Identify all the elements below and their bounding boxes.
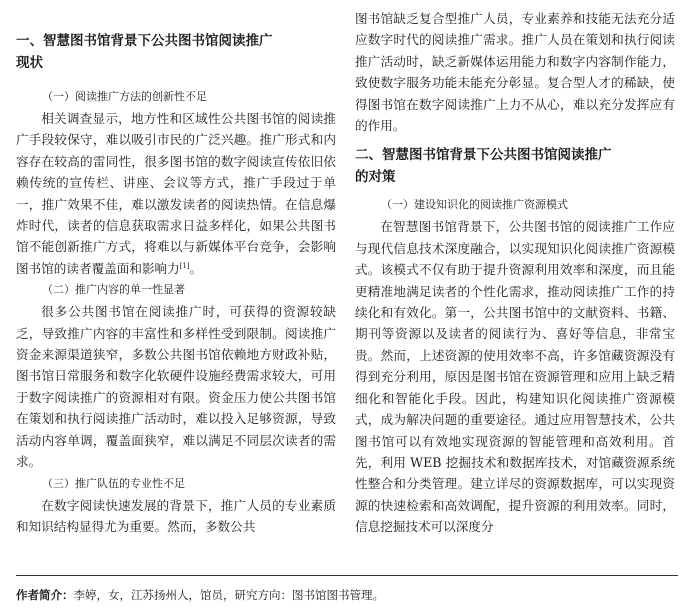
subsection1-title: （一）阅读推广方法的创新性不足 <box>42 90 207 103</box>
subsection-r1-paragraph: 在智慧图书馆背景下，公共图书馆的阅读推广工作应与现代信息技术深度融合，以实现知识化阅读推广资源模式。该模式不仅有助于提升资源利用效率和深度，而且能更精准地满足读者的个性化需求，推动阅读推广工作的持续化和有效化。第一，公共图书馆中的文献资料、书籍、期刊等资源以及读者的阅读行为、喜好等信息，非常宝贵。然而，上述资源的使用效率不高，许多馆藏资源没有得到充分利用，原因是图书馆在资源管理和应用上缺乏精细化和智能化手段。因此，构建知识化阅读推广资源模式，成为解决问题的重要途径。通过应用智慧技术，公共图书馆可以有效地实现资源的智能管理和高效利用。首先，利用 WEB 挖掘技术和数据库技术，对馆藏资源系统性整合和分类管理。建立详尽的资源数据库，可以实现资源的快速检索和高效调配，提升资源的利用效率。同时，信息挖掘技术可以深度分 <box>355 219 675 535</box>
author-info: 李婷，女，江苏扬州人，馆员，研究方向：图书馆图书管理。 <box>73 588 384 602</box>
left-column <box>16 0 336 537</box>
section2-title-line2: 的对策 <box>355 169 396 186</box>
subsection3-title: （三）推广队伍的专业性不足 <box>42 476 185 490</box>
section2-title <box>355 144 675 188</box>
subsection1-paragraph <box>16 108 336 279</box>
subsection1-text: 相关调查显示，地方性和区域性公共图书馆的阅读推广手段较保守，难以吸引市民的广泛兴趣。推广形式和内容存在较高的雷同性，很多图书馆的数字阅读宣传依旧依赖传统的宣传栏、讲座、会议等方式，推广手段过于单一，推广效果不佳，难以激发读者的阅读热情。在信息爆炸时代，读者的信息获取需求日益多样化，如果公共图书馆不能创新推广方式，将难以与新媒体平台竞争，会影响图书馆的读者覆盖面和影响力 <box>16 111 336 276</box>
author-label: 作者简介： <box>16 588 74 602</box>
section1-title-line2: 现状 <box>16 55 43 71</box>
section1-title-line1: 一、智慧图书馆背景下公共图书馆阅读推广 <box>16 33 273 49</box>
subsection2-paragraph: 很多公共图书馆在阅读推广时，可获得的资源较缺乏，导致推广内容的丰富性和多样性受到限制。阅读推广资金来源渠道狭窄，多数公共图书馆依赖地方财政补贴，图书馆日常服务和数字化软硬件设施经费需求较大，可用于数字阅读推广的资源相对有限。资金压力使公共图书馆在策划和执行阅读推广活动时，难以投入足够资源，导致活动内容单调，覆盖面狭窄，难以满足不同层次读者的需求。 <box>16 304 336 470</box>
section2-title-line1: 二、智慧图书馆背景下公共图书馆阅读推广 <box>355 147 612 164</box>
subsection-r1-title: （一）建设知识化的阅读推广资源模式 <box>381 198 568 212</box>
subsection3-paragraph: 在数字阅读快速发展的背景下，推广人员的专业素质和知识结构显得尤为重要。然而，多数公共 <box>16 497 336 534</box>
subsection1-end: 。 <box>189 260 203 276</box>
footnote-divider <box>16 575 678 576</box>
continued-paragraph: 图书馆缺乏复合型推广人员，专业素养和技能无法充分适应数字时代的阅读推广需求。推广人员在策划和执行阅读推广活动时，缺乏新媒体运用能力和数字内容制作能力，致使数字服务功能未能充分彰显。复合型人才的稀缺，使得图书馆在数字阅读推广上力不从心，难以充分发挥应有的作用。 <box>355 11 675 134</box>
citation-marker: [1] <box>179 261 190 270</box>
author-footnote <box>16 587 678 603</box>
subsection2-title: （二）推广内容的单一性显著 <box>42 283 185 297</box>
section1-title <box>16 30 336 74</box>
right-column <box>355 0 675 538</box>
